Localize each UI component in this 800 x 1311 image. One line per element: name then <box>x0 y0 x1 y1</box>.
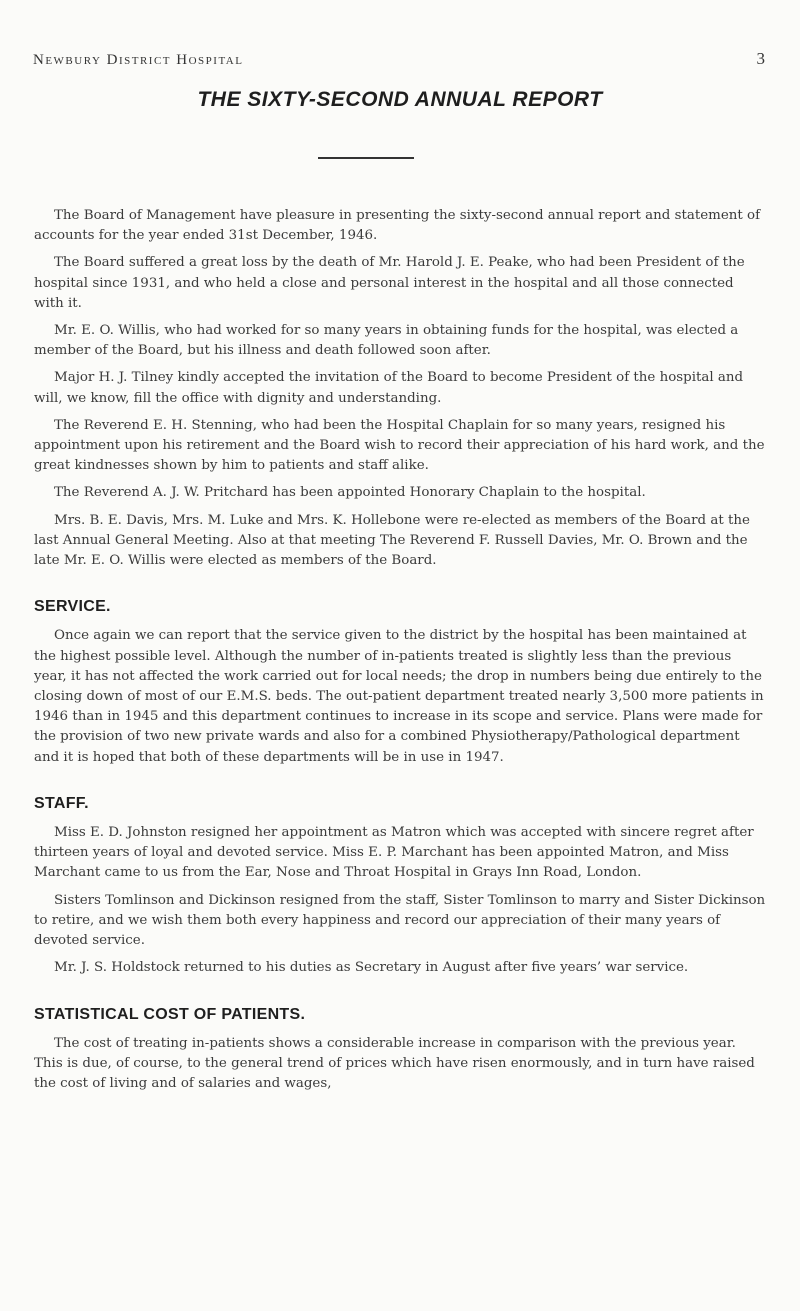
running-head: Newbury District Hospital <box>33 52 244 68</box>
statistical-paragraph: The cost of treating in-patients shows a considerable increase in comparison with the previous year. This is due, of course, to the general trend of prices which have risen enormously, and in turn have raised the cost of living and of salaries and wages, <box>34 1035 755 1092</box>
intro-paragraph: Major H. J. Tilney kindly accepted the invitation of the Board to become President of the hospital and will, we know, fill the office with dignity and understanding. <box>34 370 744 406</box>
staff-paragraph: Sisters Tomlinson and Dickinson resigned from the staff, Sister Tomlinson to marry and Sister Dickinson to retire, and we wish them both every happiness and record our appreciation of their many years of devoted service. <box>34 892 766 949</box>
intro-paragraph: Mrs. B. E. Davis, Mrs. M. Luke and Mrs. K. Hollebone were re-elected as members of the Board at the last Annual General Meeting. Also at that meeting The Reverend F. Russell Davies, Mr. O. Brown and the late Mr. E. O. Willis were elected as members of the Board. <box>34 512 750 569</box>
intro-paragraph: The Reverend A. J. W. Pritchard has been appointed Honorary Chaplain to the hospital. <box>54 485 646 501</box>
intro-paragraph: The Reverend E. H. Stenning, who had been the Hospital Chaplain for so many years, resigned his appointment upon his retirement and the Board wish to record their appreciation of his hard work, and the great kindnesses shown by him to patients and staff alike. <box>34 417 765 474</box>
intro-paragraph: Mr. E. O. Willis, who had worked for so many years in obtaining funds for the hospital, was elected a member of the Board, but his illness and death followed soon after. <box>34 323 739 359</box>
report-body <box>34 206 766 1101</box>
staff-paragraph: Mr. J. S. Holdstock returned to his duties as Secretary in August after five years’ war service. <box>54 960 689 976</box>
statistical-heading: STATISTICAL COST OF PATIENTS. <box>34 1005 306 1023</box>
intro-paragraph: The Board suffered a great loss by the death of Mr. Harold J. E. Peake, who had been President of the hospital since 1931, and who held a close and personal interest in the hospital and all those connected with it. <box>34 255 745 311</box>
staff-paragraph: Miss E. D. Johnston resigned her appointment as Matron which was accepted with sincere regret after thirteen years of loyal and devoted service. Miss E. P. Marchant has been appointed Matron, and Miss Marchant came to us from the Ear, Nose and Throat Hospital in Grays Inn Road, London. <box>34 825 754 881</box>
title-divider <box>318 157 414 159</box>
intro-paragraph: The Board of Management have pleasure in presenting the sixty-second annual report and statement of accounts for the year ended 31st December, 1946. <box>34 208 761 244</box>
service-paragraph: Once again we can report that the service given to the district by the hospital has been maintained at the highest possible level. Although the number of in-patients treated is slightly less than the previous year, it has not affected the work carried out for local needs; the drop in numbers being due entirely to the closing down of most of our E.M.S. beds. The out-patient department treated nearly 3,500 more patients in 1946 than in 1945 and this department continues to increase in its scope and service. Plans were made for the provision of two new private wards and also for a combined Physiotherapy/Pathological department and it is hoped that both of these departments will be in use in 1947. <box>34 628 764 765</box>
service-heading: SERVICE. <box>34 598 111 616</box>
report-title: THE SIXTY-SECOND ANNUAL REPORT <box>197 88 603 111</box>
staff-heading: STAFF. <box>34 794 89 812</box>
page-number: 3 <box>756 49 765 68</box>
